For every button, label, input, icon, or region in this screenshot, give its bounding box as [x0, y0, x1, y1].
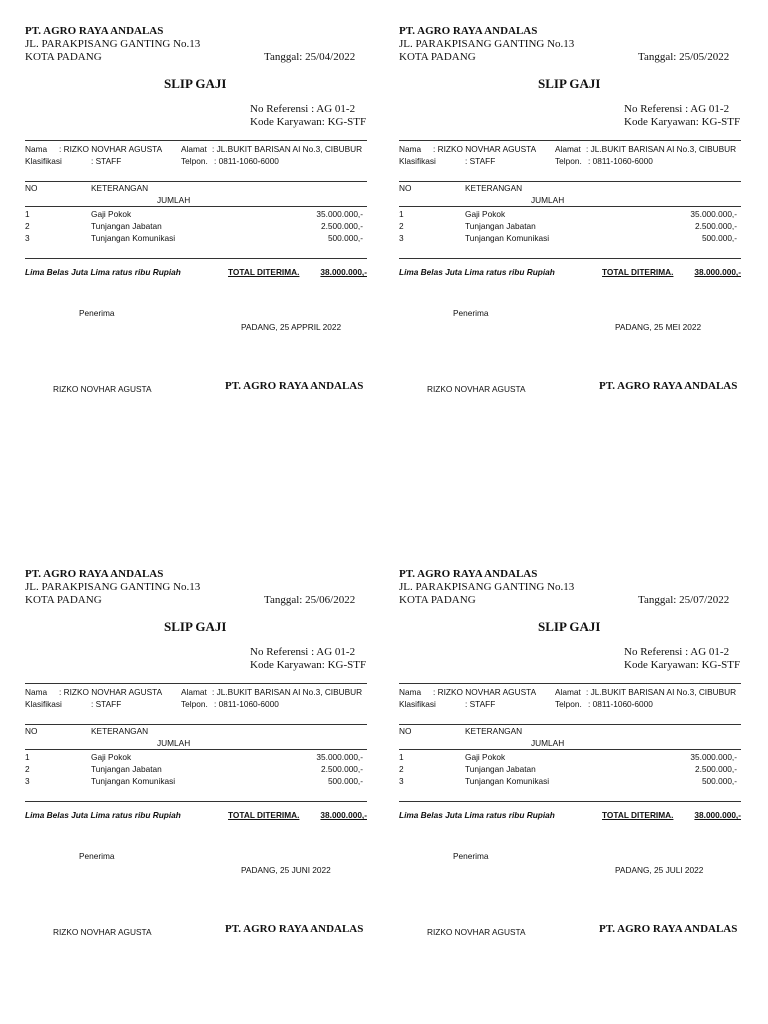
col-no-header: NO — [25, 183, 38, 193]
reference-number: No Referensi : AG 01-2 — [250, 103, 356, 115]
name-label: Nama — [25, 687, 48, 697]
name-value: : RIZKO NOVHAR AGUSTA — [433, 687, 537, 697]
classification-label: Klasifikasi — [399, 156, 436, 166]
phone-label: Telpon. — [181, 156, 208, 166]
classification-value: : STAFF — [91, 699, 122, 709]
address-value: : JL.BUKIT BARISAN AI No.3, CIBUBUR — [212, 144, 363, 154]
item-no: 1 — [399, 752, 404, 762]
divider — [25, 140, 367, 141]
receiver-label: Penerima — [453, 851, 489, 861]
item-no: 3 — [399, 233, 404, 243]
divider — [399, 749, 741, 750]
item-no: 1 — [25, 209, 30, 219]
item-no: 1 — [25, 752, 30, 762]
item-no: 3 — [25, 233, 30, 243]
company-name: PT. AGRO RAYA ANDALAS — [25, 568, 164, 580]
signatory-company: PT. AGRO RAYA ANDALAS — [599, 923, 738, 935]
company-address: JL. PARAKPISANG GANTING No.13 — [399, 581, 575, 593]
receiver-name: RIZKO NOVHAR AGUSTA — [53, 927, 152, 937]
col-desc-header: KETERANGAN — [91, 726, 149, 736]
receiver-label: Penerima — [79, 851, 115, 861]
slip-date: Tanggal: 25/07/2022 — [638, 594, 730, 606]
company-address: JL. PARAKPISANG GANTING No.13 — [25, 38, 201, 50]
divider — [25, 724, 367, 725]
phone-label: Telpon. — [181, 699, 208, 709]
payslip-juni — [25, 568, 369, 958]
receiver-label: Penerima — [453, 308, 489, 318]
company-name: PT. AGRO RAYA ANDALAS — [25, 25, 164, 37]
signatory-company: PT. AGRO RAYA ANDALAS — [599, 380, 738, 392]
name-label: Nama — [399, 687, 422, 697]
item-amount: 35.000.000,- — [316, 209, 363, 219]
classification-label: Klasifikasi — [25, 699, 62, 709]
employee-code: Kode Karyawan: KG-STF — [624, 116, 741, 128]
item-desc: Tunjangan Jabatan — [91, 221, 162, 231]
amount-in-words: Lima Belas Juta Lima ratus ribu Rupiah — [25, 267, 181, 277]
company-city: KOTA PADANG — [25, 594, 102, 606]
slip-title: SLIP GAJI — [538, 619, 601, 634]
divider — [25, 258, 367, 259]
signatory-company: PT. AGRO RAYA ANDALAS — [225, 380, 364, 392]
company-address: JL. PARAKPISANG GANTING No.13 — [399, 38, 575, 50]
col-no-header: NO — [25, 726, 38, 736]
slip-title: SLIP GAJI — [164, 76, 227, 91]
slip-date: Tanggal: 25/05/2022 — [638, 51, 730, 63]
signatory-company: PT. AGRO RAYA ANDALAS — [225, 923, 364, 935]
reference-number: No Referensi : AG 01-2 — [250, 646, 356, 658]
place-date: PADANG, 25 JUNI 2022 — [241, 865, 331, 875]
divider — [25, 206, 367, 207]
item-desc: Tunjangan Jabatan — [465, 764, 536, 774]
item-no: 3 — [399, 776, 404, 786]
item-no: 2 — [25, 764, 30, 774]
col-amount-header: JUMLAH — [531, 738, 565, 748]
divider — [399, 724, 741, 725]
col-desc-header: KETERANGAN — [91, 183, 149, 193]
payslip-mei — [399, 25, 743, 415]
place-date: PADANG, 25 JULI 2022 — [615, 865, 704, 875]
slip-date: Tanggal: 25/04/2022 — [264, 51, 356, 63]
employee-code: Kode Karyawan: KG-STF — [250, 659, 367, 671]
classification-label: Klasifikasi — [399, 699, 436, 709]
name-value: : RIZKO NOVHAR AGUSTA — [59, 687, 163, 697]
name-value: : RIZKO NOVHAR AGUSTA — [59, 144, 163, 154]
classification-label: Klasifikasi — [25, 156, 62, 166]
item-amount: 500.000,- — [327, 776, 363, 786]
company-address: JL. PARAKPISANG GANTING No.13 — [25, 581, 201, 593]
total-label: TOTAL DITERIMA. — [228, 267, 300, 277]
divider — [399, 683, 741, 684]
item-amount: 500.000,- — [701, 233, 737, 243]
item-no: 2 — [399, 221, 404, 231]
divider — [399, 140, 741, 141]
item-amount: 35.000.000,- — [690, 209, 737, 219]
col-amount-header: JUMLAH — [531, 195, 565, 205]
item-no: 2 — [399, 764, 404, 774]
company-name: PT. AGRO RAYA ANDALAS — [399, 25, 538, 37]
col-amount-header: JUMLAH — [157, 195, 191, 205]
payslip-juli — [399, 568, 743, 958]
item-amount: 35.000.000,- — [316, 752, 363, 762]
col-desc-header: KETERANGAN — [465, 183, 523, 193]
total-value: 38.000.000,- — [320, 267, 367, 277]
total-label: TOTAL DITERIMA. — [602, 810, 674, 820]
classification-value: : STAFF — [465, 156, 496, 166]
item-desc: Gaji Pokok — [465, 752, 506, 762]
company-name: PT. AGRO RAYA ANDALAS — [399, 568, 538, 580]
total-label: TOTAL DITERIMA. — [602, 267, 674, 277]
name-value: : RIZKO NOVHAR AGUSTA — [433, 144, 537, 154]
divider — [399, 801, 741, 802]
address-value: : JL.BUKIT BARISAN AI No.3, CIBUBUR — [586, 144, 737, 154]
payslip-april — [25, 25, 369, 415]
total-label: TOTAL DITERIMA. — [228, 810, 300, 820]
slip-title: SLIP GAJI — [164, 619, 227, 634]
amount-in-words: Lima Belas Juta Lima ratus ribu Rupiah — [399, 267, 555, 277]
col-desc-header: KETERANGAN — [465, 726, 523, 736]
place-date: PADANG, 25 MEI 2022 — [615, 322, 702, 332]
phone-label: Telpon. — [555, 156, 582, 166]
item-desc: Tunjangan Komunikasi — [465, 233, 550, 243]
receiver-name: RIZKO NOVHAR AGUSTA — [427, 384, 526, 394]
item-amount: 2.500.000,- — [695, 221, 737, 231]
reference-number: No Referensi : AG 01-2 — [624, 646, 730, 658]
item-desc: Gaji Pokok — [465, 209, 506, 219]
col-no-header: NO — [399, 726, 412, 736]
phone-value: : 0811-1060-6000 — [588, 699, 653, 709]
total-value: 38.000.000,- — [320, 810, 367, 820]
divider — [399, 258, 741, 259]
slip-title: SLIP GAJI — [538, 76, 601, 91]
classification-value: : STAFF — [465, 699, 496, 709]
item-desc: Tunjangan Jabatan — [465, 221, 536, 231]
company-city: KOTA PADANG — [399, 51, 476, 63]
item-amount: 2.500.000,- — [321, 221, 363, 231]
divider — [399, 206, 741, 207]
phone-value: : 0811-1060-6000 — [588, 156, 653, 166]
divider — [25, 683, 367, 684]
address-label: Alamat — [181, 687, 207, 697]
divider — [25, 801, 367, 802]
phone-value: : 0811-1060-6000 — [214, 699, 279, 709]
item-no: 3 — [25, 776, 30, 786]
item-desc: Tunjangan Jabatan — [91, 764, 162, 774]
address-value: : JL.BUKIT BARISAN AI No.3, CIBUBUR — [586, 687, 737, 697]
place-date: PADANG, 25 APPRIL 2022 — [241, 322, 342, 332]
name-label: Nama — [25, 144, 48, 154]
total-value: 38.000.000,- — [694, 810, 741, 820]
total-value: 38.000.000,- — [694, 267, 741, 277]
item-amount: 2.500.000,- — [695, 764, 737, 774]
amount-in-words: Lima Belas Juta Lima ratus ribu Rupiah — [25, 810, 181, 820]
divider — [25, 749, 367, 750]
item-amount: 500.000,- — [701, 776, 737, 786]
item-desc: Tunjangan Komunikasi — [465, 776, 550, 786]
item-amount: 2.500.000,- — [321, 764, 363, 774]
employee-code: Kode Karyawan: KG-STF — [624, 659, 741, 671]
company-city: KOTA PADANG — [399, 594, 476, 606]
item-no: 2 — [25, 221, 30, 231]
item-amount: 35.000.000,- — [690, 752, 737, 762]
receiver-name: RIZKO NOVHAR AGUSTA — [53, 384, 152, 394]
phone-label: Telpon. — [555, 699, 582, 709]
classification-value: : STAFF — [91, 156, 122, 166]
col-amount-header: JUMLAH — [157, 738, 191, 748]
item-desc: Tunjangan Komunikasi — [91, 776, 176, 786]
divider — [399, 181, 741, 182]
item-desc: Gaji Pokok — [91, 209, 132, 219]
receiver-label: Penerima — [79, 308, 115, 318]
employee-code: Kode Karyawan: KG-STF — [250, 116, 367, 128]
col-no-header: NO — [399, 183, 412, 193]
reference-number: No Referensi : AG 01-2 — [624, 103, 730, 115]
address-label: Alamat — [555, 687, 581, 697]
phone-value: : 0811-1060-6000 — [214, 156, 279, 166]
receiver-name: RIZKO NOVHAR AGUSTA — [427, 927, 526, 937]
address-label: Alamat — [555, 144, 581, 154]
item-amount: 500.000,- — [327, 233, 363, 243]
address-label: Alamat — [181, 144, 207, 154]
amount-in-words: Lima Belas Juta Lima ratus ribu Rupiah — [399, 810, 555, 820]
slip-date: Tanggal: 25/06/2022 — [264, 594, 356, 606]
item-desc: Gaji Pokok — [91, 752, 132, 762]
address-value: : JL.BUKIT BARISAN AI No.3, CIBUBUR — [212, 687, 363, 697]
item-no: 1 — [399, 209, 404, 219]
item-desc: Tunjangan Komunikasi — [91, 233, 176, 243]
divider — [25, 181, 367, 182]
name-label: Nama — [399, 144, 422, 154]
company-city: KOTA PADANG — [25, 51, 102, 63]
